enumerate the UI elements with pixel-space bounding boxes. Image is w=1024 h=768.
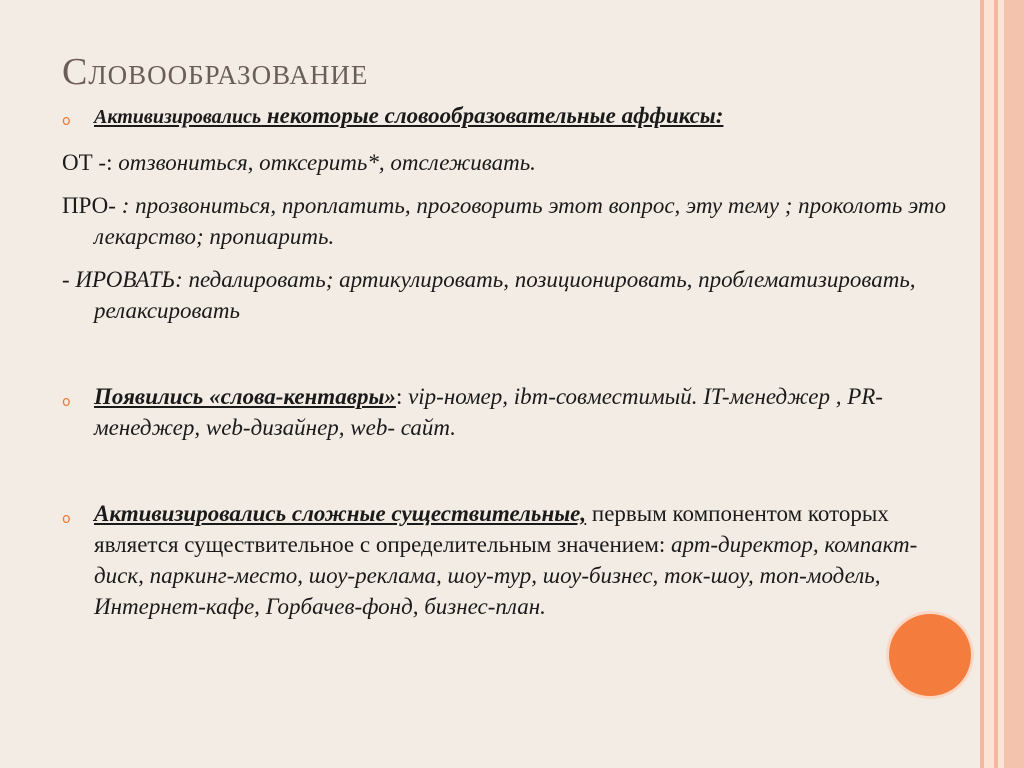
bullet-icon: o [62, 511, 71, 527]
affixes-heading-b: некоторые словообразовательные аффиксы: [261, 103, 724, 128]
bullet-icon: o [62, 394, 71, 410]
pro-prefix: ПРО- [62, 193, 122, 218]
pro-words: : прозвониться, проплатить, проговорить этот вопрос, эту тему ; проколоть это лекарство; пропиарить. [94, 193, 947, 249]
compounds-text: первым компонентом которых является существительное с определительным значением: [94, 501, 889, 557]
slide-title: Словообразование [62, 51, 369, 93]
centaur-heading: Появились «слова-кентавры» [94, 384, 396, 409]
pro-line [62, 190, 962, 252]
ot-prefix: ОТ -: [62, 150, 119, 175]
compounds-words: арт-директор, компакт-диск, паркинг-место, шоу-реклама, шоу-тур, шоу-бизнес, ток-шоу, топ-модель, Интернет-кафе, Горбачев-фонд, бизнес-план. [94, 532, 918, 619]
list-item [62, 381, 962, 443]
list-item [62, 100, 962, 133]
irov-suffix: ИРОВАТЬ [75, 267, 176, 292]
ot-words: отзвониться, отксерить*, отслеживать. [118, 150, 536, 175]
centaur-words: vip-номер, ibm-совместимый. IT-менеджер , PR-менеджер, web-дизайнер, web- сайт. [94, 384, 883, 440]
irov-dash: - [62, 267, 76, 292]
irov-words: : педалировать; артикулировать, позиционировать, проблематизировать, релаксировать [94, 267, 916, 323]
compounds-heading: Активизировались сложные существительные, [94, 501, 587, 526]
irov-line [62, 264, 962, 326]
decorative-stripes [980, 0, 1024, 768]
slide-content [62, 100, 962, 622]
affixes-heading-a: Активизировались [94, 106, 262, 128]
list-item [62, 498, 962, 622]
bullet-icon: o [62, 113, 71, 129]
ot-line [62, 147, 962, 178]
centaur-colon: : [395, 384, 409, 409]
decorative-circle [886, 611, 974, 699]
